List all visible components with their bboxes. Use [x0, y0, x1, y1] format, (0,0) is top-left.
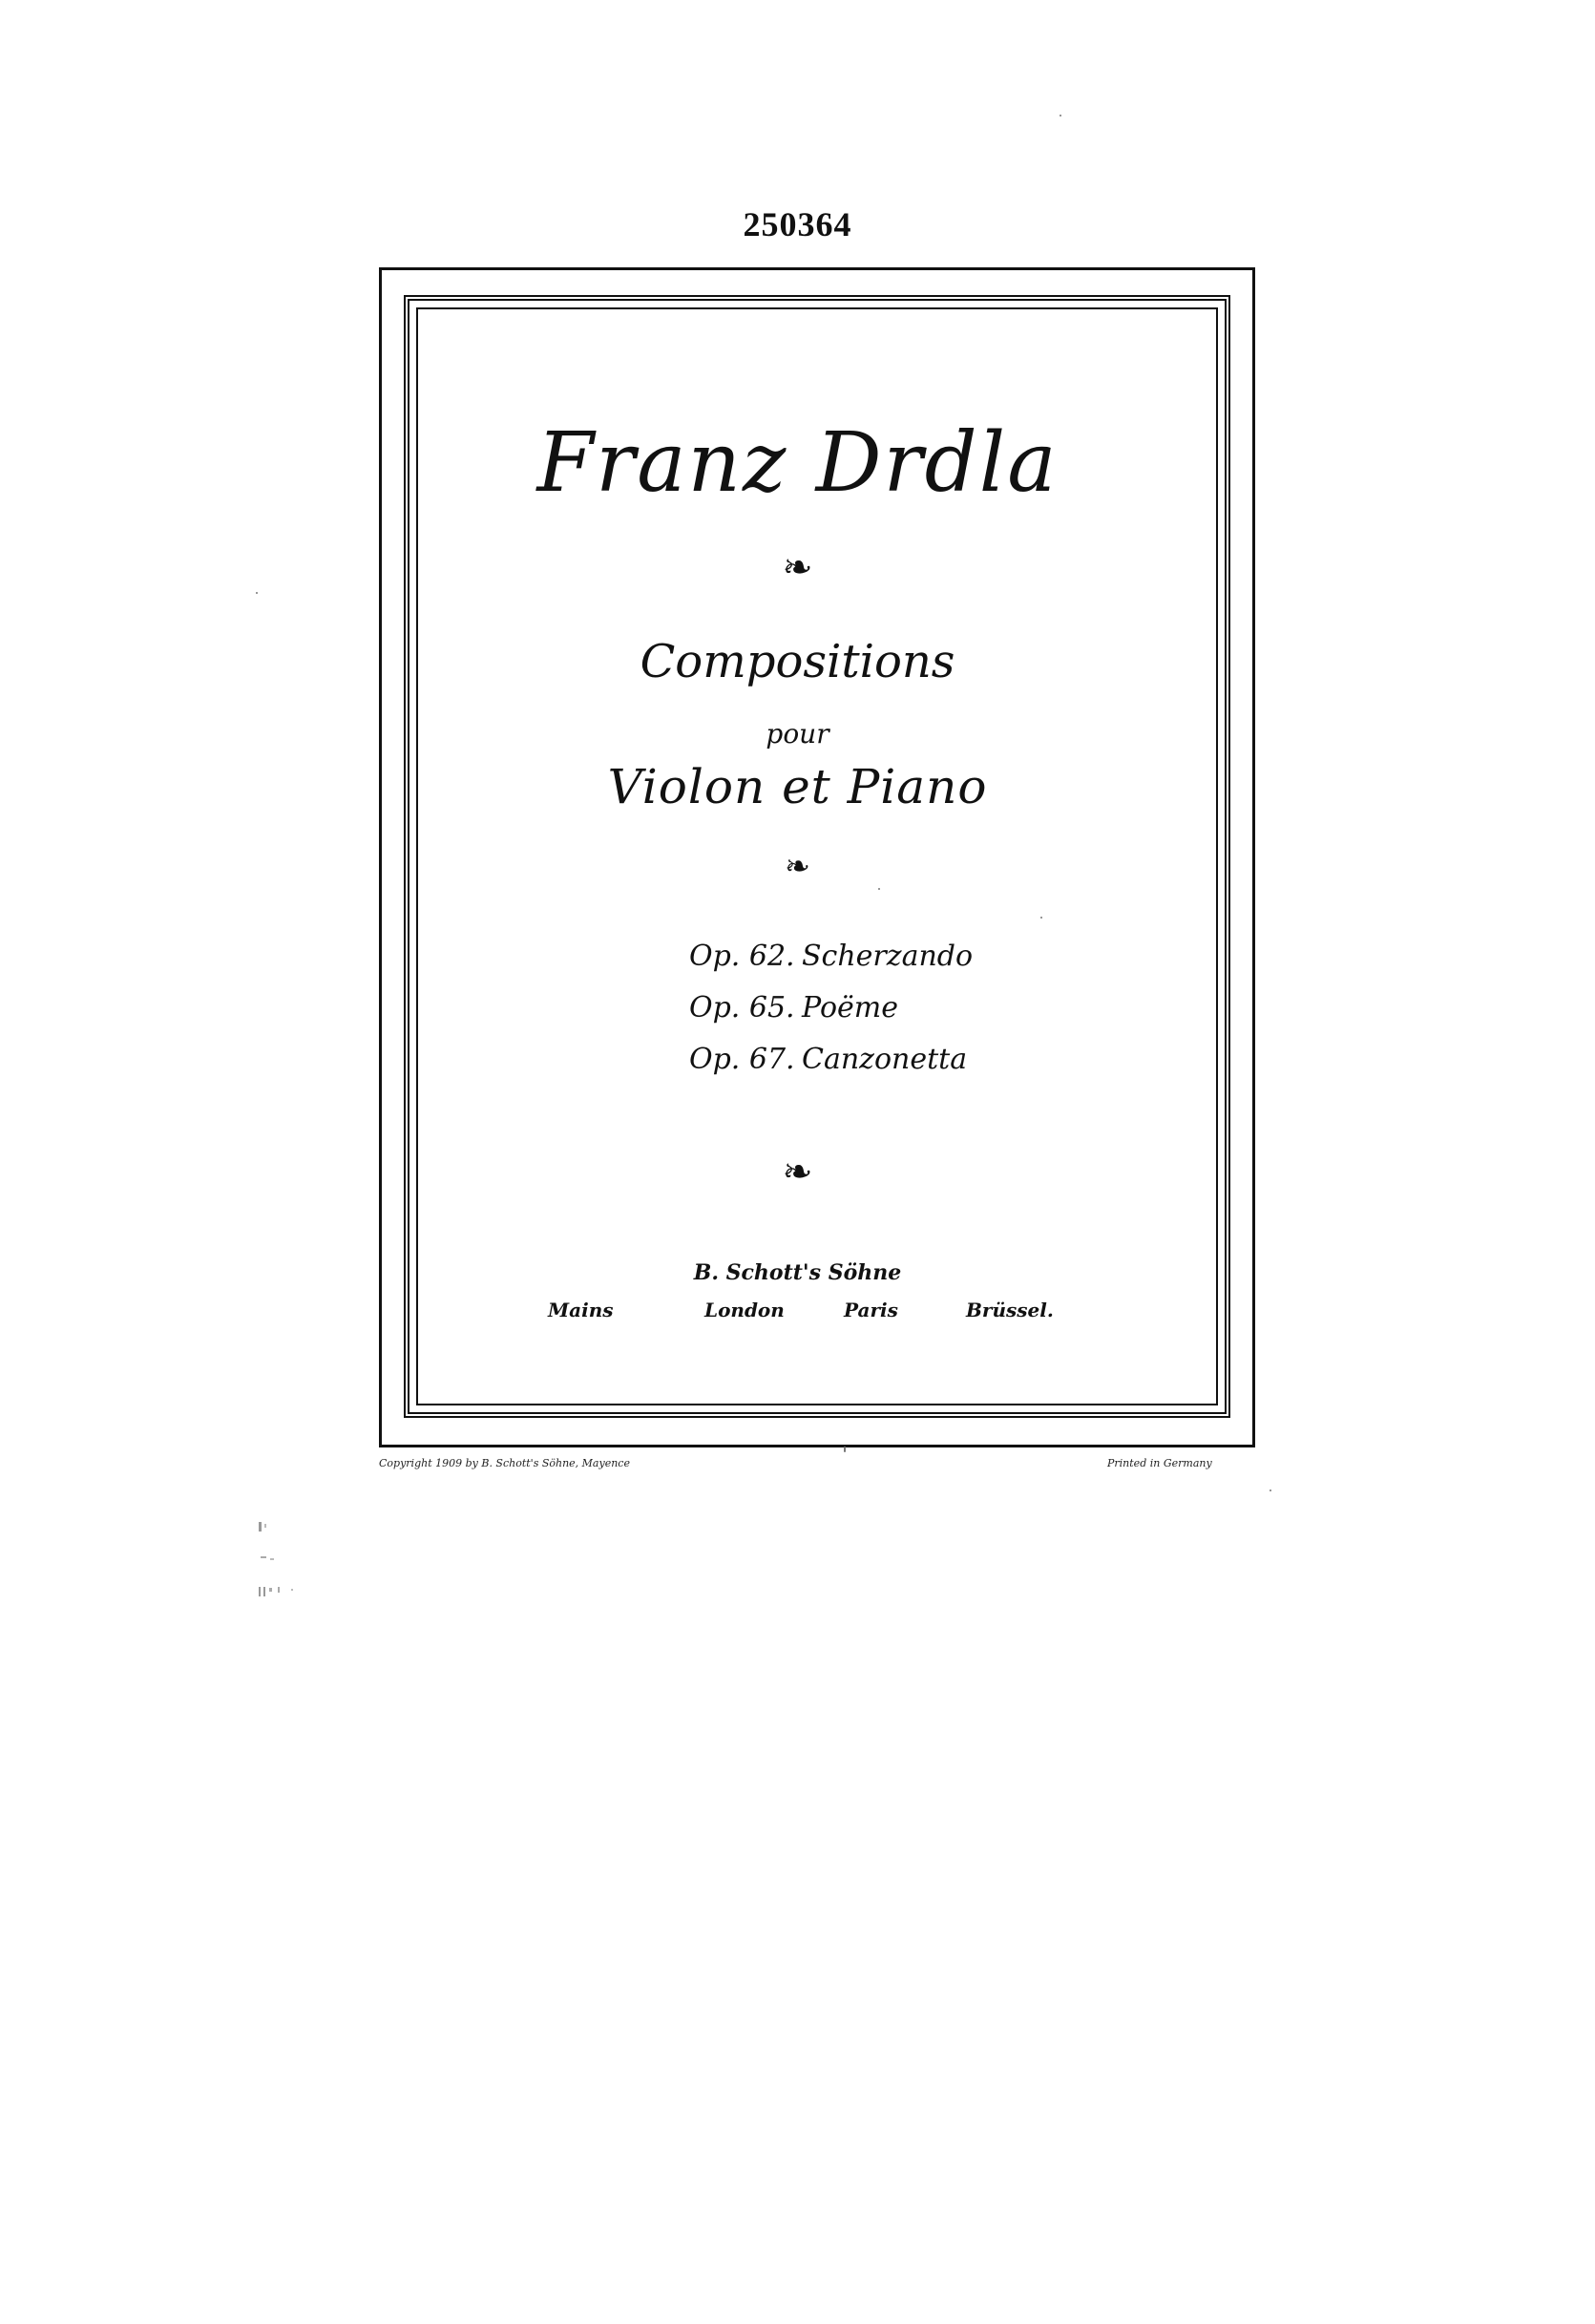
title-preposition: pour: [766, 718, 829, 750]
publisher-name: B. Schott's Söhne: [693, 1260, 902, 1285]
speck: [256, 592, 258, 594]
city-london: London: [704, 1299, 785, 1321]
city-paris: Paris: [844, 1299, 898, 1321]
city-mains: Mains: [548, 1299, 614, 1321]
title-compositions: Compositions: [640, 635, 955, 688]
speck: [1040, 917, 1042, 919]
speck: [1060, 115, 1061, 116]
speck: [1270, 1489, 1271, 1491]
stamp-mark: [253, 1518, 358, 1623]
title-instruments: Violon et Piano: [607, 759, 988, 814]
work-opus: Op. 65.: [689, 991, 795, 1025]
city-brussel: Brüssel.: [966, 1299, 1054, 1321]
work-name: Canzonetta: [802, 1043, 968, 1076]
work-name: Poëme: [802, 991, 898, 1025]
work-opus: Op. 67.: [689, 1043, 795, 1076]
speck: [878, 888, 880, 890]
copyright-notice: Copyright 1909 by B. Schott's Söhne, Mayence: [379, 1457, 630, 1469]
printed-notice: Printed in Germany: [1107, 1457, 1212, 1469]
composer-name: Franz Drdla: [536, 415, 1059, 511]
works-list: [689, 931, 973, 1086]
catalog-number: 250364: [743, 205, 852, 243]
ornament-top: ❧: [782, 546, 813, 588]
ornament-bottom: ❧: [782, 1151, 813, 1193]
speck: [844, 1447, 846, 1452]
work-opus: Op. 62.: [689, 940, 795, 973]
work-item: [689, 1034, 973, 1086]
ornament-middle: ❧: [785, 848, 810, 884]
work-item: [689, 982, 973, 1034]
work-name: Scherzando: [802, 940, 974, 973]
work-item: [689, 931, 973, 982]
